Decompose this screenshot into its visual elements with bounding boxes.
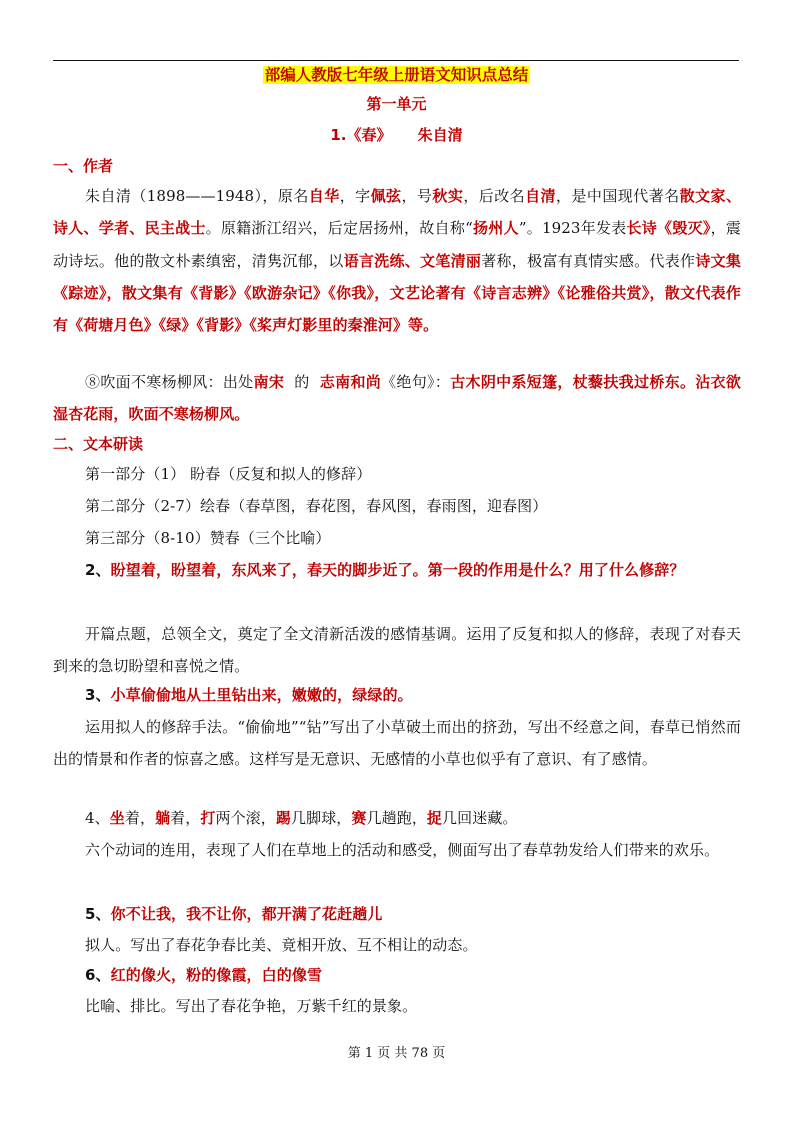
lesson-title: 1.《春》 朱自清 <box>330 126 463 144</box>
structure-part-3: 第三部分（8-10）赞春（三个比喻） <box>85 529 331 547</box>
unit-title: 第一单元 <box>366 95 427 113</box>
answer-6: 比喻、排比。写出了春花争艳，万紫千红的景象。 <box>85 997 418 1015</box>
author-paragraph: 朱自清（1898——1948），原名自华，字佩弦，号秋实，后改名自清，是中国现代著名散文家、诗人、学者、民主战士。原籍浙江绍兴，后定居扬州，故自称“扬州人”。1923年发表长诗《毁灭》，震动诗坛。他的散文朴素缜密，清隽沉郁，以语言洗练、文笔清丽著称，极富有真情实感。代表作诗文集《踪迹》，散文集有《背影》《欧游杂记》《你我》，文艺论著有《诗言志辨》《论雅俗共赏》，散文代表作有《荷塘月色》《绿》《背影》《桨声灯影里的秦淮河》等。 <box>53 187 742 335</box>
question-3: 3、小草偷偷地从土里钻出来，嫩嫩的，绿绿的。 <box>85 686 413 704</box>
question-6: 6、红的像火，粉的像霞，白的像雪 <box>85 966 323 984</box>
answer-3: 运用拟人的修辞手法。“偷偷地”“钻”写出了小草破土而出的挤劲，写出不经意之间，春草已悄然而出的情景和作者的惊喜之感。这样写是无意识、无感情的小草也似乎有了意识、有了感情。 <box>53 718 741 769</box>
section-heading-author: 一、作者 <box>53 157 114 175</box>
question-4: 4、坐着，躺着，打两个滚，踢几脚球，赛几趟跑，捉几回迷藏。 <box>85 809 518 827</box>
poem-paragraph: ⑧吹面不寒杨柳风：出处南宋 的 志南和尚《绝句》：古木阴中系短篷，杖藜扶我过桥东。沾衣欲湿杏花雨，吹面不寒杨柳风。 <box>53 373 742 424</box>
question-5: 5、你不让我，我不让你，都开满了花赶趟儿 <box>85 905 383 923</box>
section-heading-study: 二、文本研读 <box>53 435 144 453</box>
top-rule <box>53 60 739 61</box>
page-footer: 第 1 页 共 78 页 <box>347 1046 446 1061</box>
structure-part-2: 第二部分（2-7）绘春（春草图，春花图，春风图，春雨图，迎春图） <box>85 497 548 515</box>
question-2: 2、盼望着，盼望着，东风来了，春天的脚步近了。第一段的作用是什么？用了什么修辞？ <box>85 561 685 579</box>
structure-part-1: 第一部分（1） 盼春（反复和拟人的修辞） <box>85 465 372 483</box>
answer-2: 开篇点题，总领全文，奠定了全文清新活泼的感情基调。运用了反复和拟人的修辞，表现了对春天到来的急切盼望和喜悦之情。 <box>53 625 741 676</box>
document-title: 部编人教版七年级上册语文知识点总结 <box>264 66 529 84</box>
answer-5: 拟人。写出了春花争春比美、竟相开放、互不相让的动态。 <box>85 936 478 954</box>
answer-4: 六个动词的连用，表现了人们在草地上的活动和感受，侧面写出了春草勃发给人们带来的欢乐。 <box>85 841 720 859</box>
